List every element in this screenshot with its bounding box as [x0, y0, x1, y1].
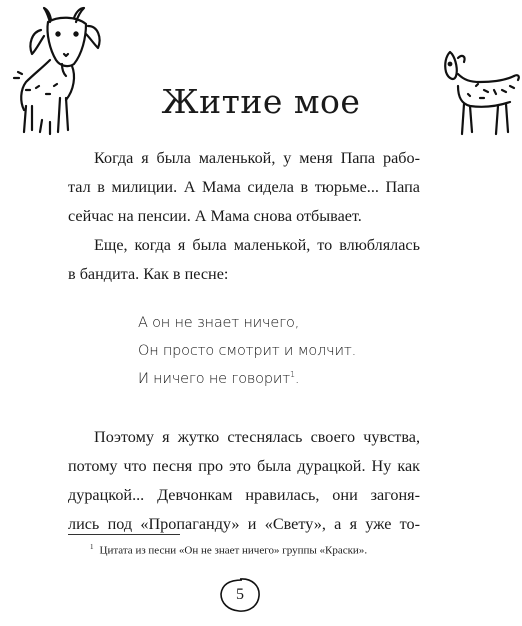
footnote — [90, 540, 430, 558]
quote-line — [138, 365, 356, 393]
page-title: Житие мое — [161, 82, 361, 121]
footnote-divider — [68, 534, 180, 535]
paragraph-line: потому что песня про это была дурацкой. Ну как — [68, 457, 420, 475]
page-number: 5 — [236, 586, 244, 603]
quote-line: Он просто смотрит и молчит. — [138, 343, 357, 359]
paragraph-3 — [68, 423, 420, 539]
paragraph-line: тал в милиции. А Мама сидела в тюрьме... Папа — [68, 178, 420, 196]
paragraph-line: дурацкой... Девчонкам нравилась, они загоня- — [68, 486, 420, 504]
paragraph-line: Поэтому я жутко стеснялась своего чувства, — [94, 428, 420, 446]
quote-line-punct: . — [294, 371, 300, 387]
paragraph-2 — [68, 231, 420, 289]
paragraph-line: сейчас на пенсии. А Мама снова отбывает. — [68, 207, 362, 225]
paragraph-line: Когда я была маленькой, у меня Папа рабо- — [94, 149, 420, 167]
quote-line-text: И ничего не говорит — [138, 371, 290, 387]
paragraph-line: лись под «Пропаганду» и «Свету», а я уже то- — [68, 515, 420, 533]
footnote-mark: 1 — [90, 543, 94, 551]
footnote-reference[interactable]: 1 — [289, 370, 295, 380]
paragraph-line: в бандита. Как в песне: — [68, 265, 229, 283]
footnote-text: Цитата из песни «Он не знает ничего» группы «Краски». — [99, 544, 368, 557]
song-quote — [138, 309, 356, 393]
paragraph-1 — [68, 144, 420, 231]
paragraph-line: Еще, когда я была маленькой, то влюблялась — [94, 236, 420, 254]
quote-line: А он не знает ничего, — [138, 315, 300, 331]
page-number-badge — [219, 577, 261, 613]
